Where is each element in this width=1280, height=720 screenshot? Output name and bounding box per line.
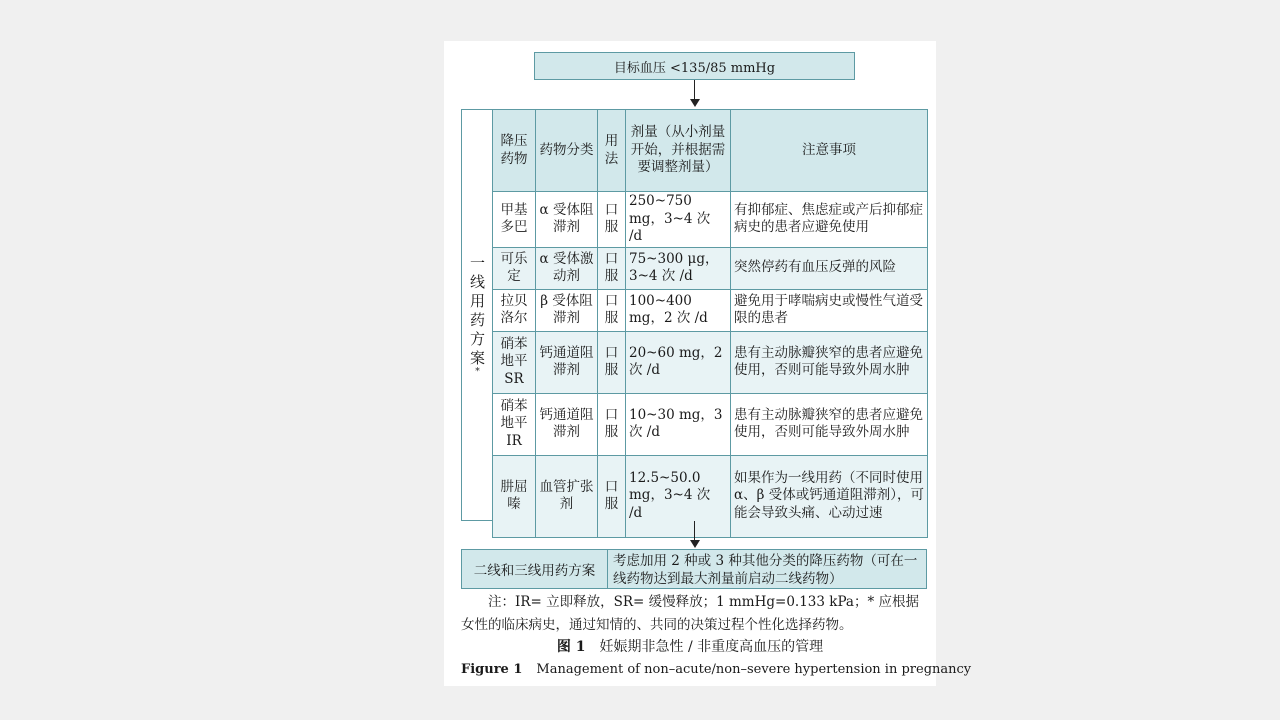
table-header-row — [493, 110, 928, 192]
caption-en-text: Management of non–acute/non–severe hypertension in pregnancy — [536, 662, 972, 677]
caption-chinese — [444, 637, 936, 657]
cell-route: 口服 — [598, 289, 626, 331]
cell-class: 血管扩张剂 — [536, 455, 598, 537]
arrow-down-icon — [690, 540, 700, 548]
cell-class: α 受体激动剂 — [536, 247, 598, 289]
cell-notes: 如果作为一线用药（不同时使用 α、β 受体或钙通道阻滞剂），可能会导致头痛、心动过速 — [731, 455, 928, 537]
table-row — [493, 289, 928, 331]
cell-notes: 突然停药有血压反弹的风险 — [731, 247, 928, 289]
first-line-char: 线 — [469, 272, 485, 291]
table-row — [493, 455, 928, 537]
table-row — [493, 192, 928, 248]
cell-dose: 75~300 μg，3~4 次 /d — [626, 247, 731, 289]
figure-page — [444, 41, 972, 686]
cell-drug: 硝苯地平IR — [493, 393, 536, 455]
header-class: 药物分类 — [536, 110, 598, 192]
cell-drug: 甲基多巴 — [493, 192, 536, 248]
table-row — [493, 247, 928, 289]
cell-drug: 可乐定 — [493, 247, 536, 289]
table-row — [493, 393, 928, 455]
header-notes: 注意事项 — [731, 110, 928, 192]
second-line-description: 考虑加用 2 种或 3 种其他分类的降压药物（可在一线药物达到最大剂量前启动二线药物） — [607, 549, 927, 589]
cell-class: β 受体阻滞剂 — [536, 289, 598, 331]
caption-en-label: Figure 1 — [461, 662, 523, 677]
first-line-char: 案 — [469, 348, 485, 367]
cell-notes: 患有主动脉瓣狭窄的患者应避免使用，否则可能导致外周水肿 — [731, 331, 928, 393]
target-bp-text: 目标血压 <135/85 mmHg — [613, 60, 776, 76]
first-line-drug-table — [492, 109, 928, 538]
header-drug: 降压药物 — [493, 110, 536, 192]
cell-dose: 100~400 mg，2 次 /d — [626, 289, 731, 331]
first-line-char: 方 — [469, 329, 485, 348]
cell-route: 口服 — [598, 331, 626, 393]
cell-class: 钙通道阻滞剂 — [536, 331, 598, 393]
arrow-down-icon — [690, 99, 700, 107]
arrow-shaft-top — [694, 80, 695, 100]
header-route: 用法 — [598, 110, 626, 192]
caption-cn-text: 妊娠期非急性 / 非重度高血压的管理 — [599, 639, 824, 655]
cell-drug: 拉贝洛尔 — [493, 289, 536, 331]
cell-notes: 有抑郁症、焦虑症或产后抑郁症病史的患者应避免使用 — [731, 192, 928, 248]
figure-note: 注：IR= 立即释放，SR= 缓慢释放；1 mmHg=0.133 kPa；* 应根据女性的临床病史，通过知情的、共同的决策过程个性化选择药物。 — [461, 594, 920, 633]
cell-notes: 患有主动脉瓣狭窄的患者应避免使用，否则可能导致外周水肿 — [731, 393, 928, 455]
cell-class: 钙通道阻滞剂 — [536, 393, 598, 455]
cell-drug: 硝苯地平SR — [493, 331, 536, 393]
cell-drug: 肼屈嗪 — [493, 455, 536, 537]
cell-route: 口服 — [598, 247, 626, 289]
table-row — [493, 331, 928, 393]
cell-notes: 避免用于哮喘病史或慢性气道受限的患者 — [731, 289, 928, 331]
arrow-shaft-bottom — [694, 521, 695, 541]
cell-dose: 250~750 mg，3~4 次 /d — [626, 192, 731, 248]
second-line-label — [461, 549, 608, 589]
first-line-char: 药 — [469, 310, 485, 329]
caption-cn-label: 图 1 — [556, 639, 586, 655]
cell-route: 口服 — [598, 393, 626, 455]
header-dose: 剂量（从小剂量开始，并根据需要调整剂量） — [626, 110, 731, 192]
first-line-char: 一 — [469, 253, 485, 272]
cell-dose: 12.5~50.0 mg，3~4 次 /d — [626, 455, 731, 537]
cell-class: α 受体阻滞剂 — [536, 192, 598, 248]
second-line-label-text: 二线和三线用药方案 — [473, 563, 596, 579]
first-line-asterisk: * — [475, 366, 480, 377]
cell-route: 口服 — [598, 455, 626, 537]
first-line-char: 用 — [469, 291, 485, 310]
cell-route: 口服 — [598, 192, 626, 248]
target-bp-box — [534, 52, 855, 80]
first-line-label — [461, 109, 493, 521]
caption-english — [461, 660, 972, 680]
cell-dose: 20~60 mg，2 次 /d — [626, 331, 731, 393]
cell-dose: 10~30 mg，3 次 /d — [626, 393, 731, 455]
